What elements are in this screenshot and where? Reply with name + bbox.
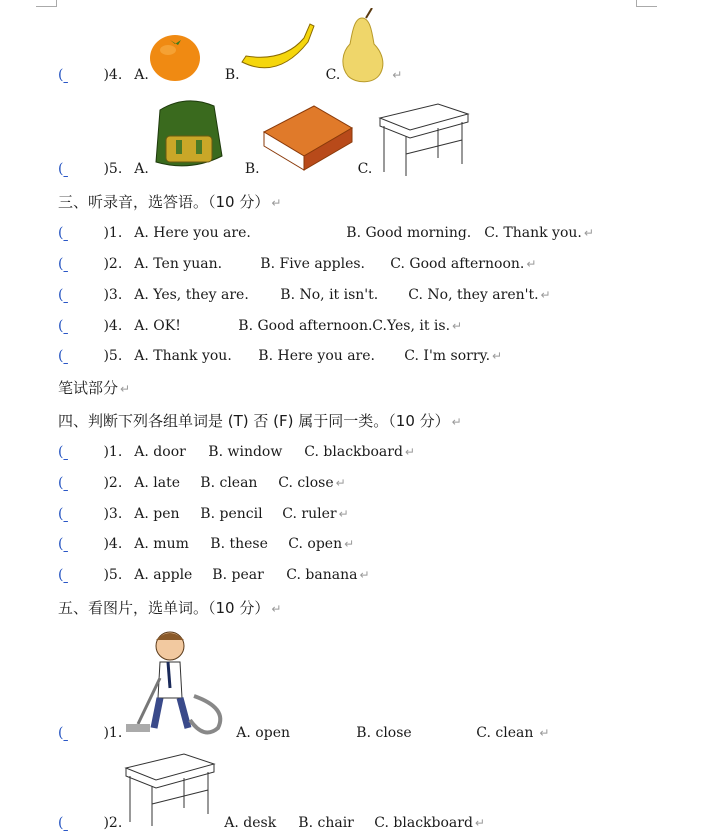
question-number: )2.	[103, 815, 123, 831]
option-b: B. window	[208, 444, 283, 460]
answer-blank[interactable]: (	[58, 225, 64, 241]
answer-blank[interactable]: (	[58, 567, 64, 583]
option-a: A.	[134, 67, 149, 83]
man-vacuuming-icon	[124, 628, 230, 740]
option-b: B. chair	[298, 815, 354, 831]
option-a: A. apple	[134, 567, 193, 583]
option-b: B. clean	[200, 475, 258, 491]
picture-question-4	[58, 67, 402, 83]
option-c: C. clean	[476, 725, 534, 741]
answer-blank[interactable]: (	[58, 67, 64, 83]
answer-blank[interactable]: (	[58, 348, 64, 364]
page-corner-left	[36, 0, 57, 7]
question-number: )5.	[103, 348, 123, 364]
s4-question: ( )2. A. late B. clean C. close ↵	[58, 475, 346, 491]
option-c: C. open	[288, 536, 343, 552]
s3-question: ( )4. A. OK! B. Good afternoon. C.Yes, it is. ↵	[58, 318, 463, 334]
s3-question: ( )5. A. Thank you. B. Here you are. C. I'm sorry. ↵	[58, 348, 503, 364]
option-c: C.	[357, 161, 373, 177]
option-c: C. close	[278, 475, 334, 491]
s3-question: ( )2. A. Ten yuan. B. Five apples. C. Good afternoon. ↵	[58, 256, 537, 272]
question-number: )2.	[103, 256, 123, 272]
option-b: B. Five apples.	[260, 256, 365, 272]
option-c: C.	[325, 67, 341, 83]
answer-blank[interactable]: (	[58, 506, 64, 522]
question-number: )2.	[103, 475, 123, 491]
question-number: )4.	[103, 318, 123, 334]
s4-question: ( )3. A. pen B. pencil C. ruler ↵	[58, 506, 349, 522]
answer-blank[interactable]: (	[58, 725, 64, 741]
section3-heading: 三、听录音，选答语。（10 分） ↵	[58, 193, 282, 211]
answer-blank[interactable]: (	[58, 256, 64, 272]
question-number: )5.	[103, 161, 123, 177]
option-b: B.	[244, 161, 260, 177]
option-a: A. desk	[224, 815, 277, 831]
s5-question: ( )2. A. desk B. chair C. blackboard ↵	[58, 815, 485, 831]
s3-question: ( )3. A. Yes, they are. B. No, it isn't. C. No, they aren't. ↵	[58, 287, 551, 303]
option-a: A. Thank you.	[134, 348, 232, 364]
option-b: B. close	[356, 725, 412, 741]
option-b: B. Here you are.	[258, 348, 375, 364]
option-c: C. Good afternoon.	[390, 256, 525, 272]
option-b: B. No, it isn't.	[280, 287, 379, 303]
option-a: A.	[134, 161, 149, 177]
option-c: C. blackboard	[374, 815, 473, 831]
option-a: A. pen	[134, 506, 180, 522]
option-b: B. pencil	[200, 506, 263, 522]
section4-heading: 四、判断下列各组单词是 (T) 否 (F) 属于同一类。（10 分） ↵	[58, 412, 462, 430]
answer-blank[interactable]: (	[58, 536, 64, 552]
question-number: )1.	[103, 444, 123, 460]
question-number: )5.	[103, 567, 123, 583]
option-c: C. banana	[286, 567, 358, 583]
s4-question: ( )5. A. apple B. pear C. banana ↵	[58, 567, 370, 583]
option-c: C. I'm sorry.	[404, 348, 491, 364]
option-b: B. Good morning.	[346, 225, 472, 241]
answer-blank[interactable]: (	[58, 444, 64, 460]
option-b: B. Good afternoon.	[238, 318, 373, 334]
question-number: )3.	[103, 506, 123, 522]
option-a: A. mum	[134, 536, 189, 552]
option-a: A. Ten yuan.	[134, 256, 223, 272]
answer-blank[interactable]: (	[58, 287, 64, 303]
paragraph-mark-icon: ↵	[392, 68, 403, 82]
question-number: )4.	[103, 536, 123, 552]
desk-icon	[376, 98, 472, 178]
option-a: A. Here you are.	[134, 225, 251, 241]
option-c: C. ruler	[282, 506, 337, 522]
question-number: )1.	[103, 225, 123, 241]
option-a: A. door	[134, 444, 186, 460]
answer-blank[interactable]: (	[58, 475, 64, 491]
answer-blank[interactable]: (	[58, 815, 64, 831]
question-number: )1.	[103, 725, 123, 741]
option-a: A. Yes, they are.	[134, 287, 249, 303]
option-c: C. Thank you.	[484, 225, 582, 241]
option-b: B. pear	[212, 567, 264, 583]
option-a: A. OK!	[134, 318, 181, 334]
option-a: A. open	[236, 725, 290, 741]
question-number: )3.	[103, 287, 123, 303]
s3-question: ( )1. A. Here you are. B. Good morning. C. Thank you. ↵	[58, 225, 594, 241]
section5-heading: 五、看图片，选单词。（10 分） ↵	[58, 599, 282, 617]
page-corner-right	[636, 0, 657, 7]
option-c: C. No, they aren't.	[408, 287, 539, 303]
option-a: A. late	[134, 475, 181, 491]
option-c: C.Yes, it is.	[372, 318, 451, 334]
question-number: )4.	[103, 67, 123, 83]
option-c: C. blackboard	[304, 444, 403, 460]
answer-blank[interactable]: (	[58, 318, 64, 334]
s4-question: ( )1. A. door B. window C. blackboard ↵	[58, 444, 415, 460]
s4-question: ( )4. A. mum B. these C. open ↵	[58, 536, 355, 552]
picture-question-5	[58, 161, 372, 177]
answer-blank[interactable]: (	[58, 161, 64, 177]
option-b: B.	[224, 67, 240, 83]
written-part-heading: 笔试部分 ↵	[58, 379, 131, 397]
option-b: B. these	[210, 536, 268, 552]
s5-question: ( )1. A. open B. close C. clean ↵	[58, 725, 550, 741]
